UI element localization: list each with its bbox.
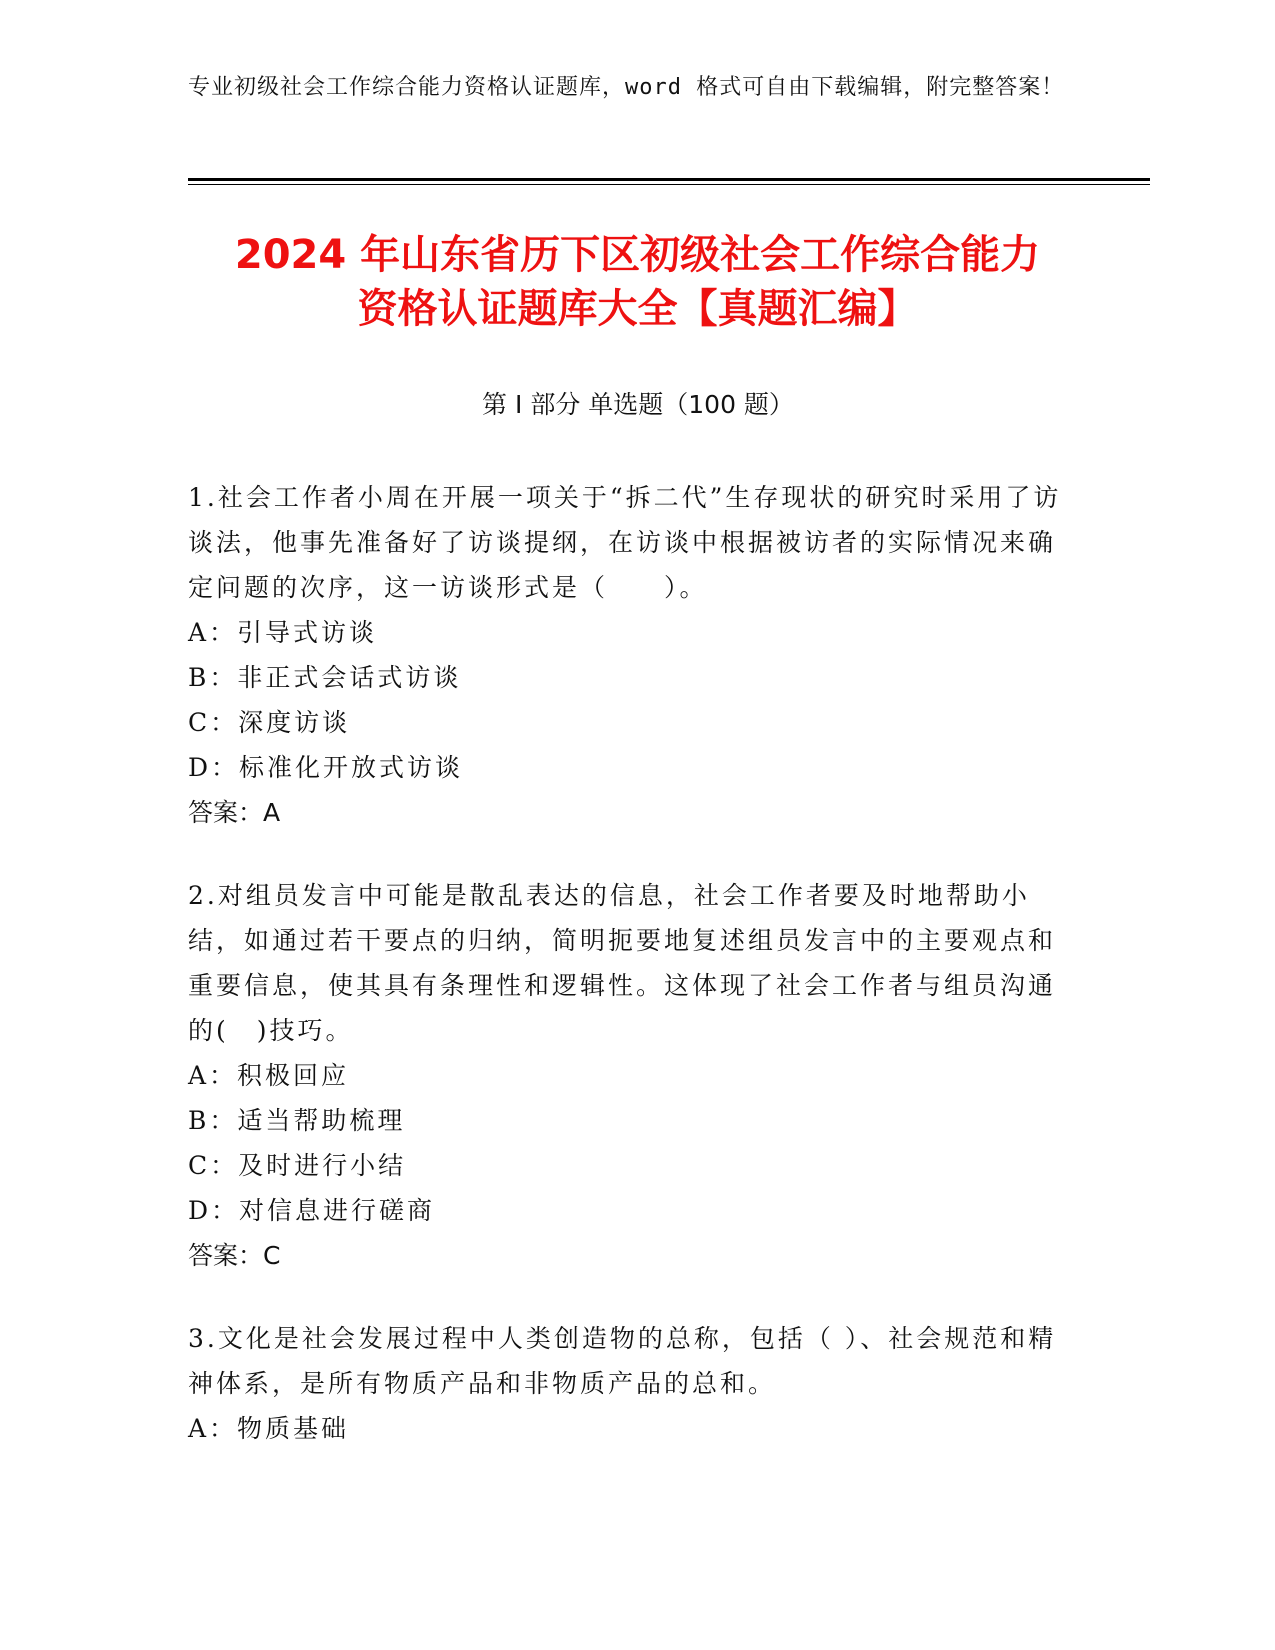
question-1	[188, 475, 1073, 835]
section-title: 第 I 部分 单选题（100 题）	[482, 390, 794, 419]
page-title-line-1: 2024 年山东省历下区初级社会工作综合能力	[234, 232, 1041, 278]
page-title-line-2: 资格认证题库大全【真题汇编】	[357, 286, 918, 332]
question-3	[188, 1316, 1073, 1451]
header-note: 专业初级社会工作综合能力资格认证题库，word 格式可自由下载编辑，附完整答案！	[188, 75, 1065, 100]
question-2	[188, 873, 1073, 1278]
option-a: A：物质基础	[188, 1414, 350, 1443]
question-stem: 1.社会工作者小周在开展一项关于“拆二代”生存现状的研究时采用了访谈法，他事先准备好了访谈提纲，在访谈中根据被访者的实际情况来确定问题的次序，这一访谈形式是（ ）。	[188, 483, 1062, 602]
answer: 答案：A	[188, 798, 281, 827]
option-d: D：对信息进行磋商	[188, 1196, 436, 1225]
question-stem: 2.对组员发言中可能是散乱表达的信息，社会工作者要及时地帮助小结，如通过若干要点的归纳，简明扼要地复述组员发言中的主要观点和重要信息，使其具有条理性和逻辑性。这体现了社会工作者与组员沟通的( )技巧。	[188, 881, 1057, 1045]
header-divider-thick	[188, 178, 1150, 181]
option-c: C：及时进行小结	[188, 1151, 407, 1180]
option-a: A：积极回应	[188, 1061, 350, 1090]
page-title	[150, 228, 1125, 336]
option-b: B：非正式会话式访谈	[188, 663, 462, 692]
option-b: B：适当帮助梳理	[188, 1106, 406, 1135]
option-c: C：深度访谈	[188, 708, 351, 737]
header-divider-thin	[188, 184, 1150, 185]
question-list	[188, 475, 1073, 1489]
option-a: A：引导式访谈	[188, 618, 378, 647]
answer: 答案：C	[188, 1241, 281, 1270]
question-stem: 3.文化是社会发展过程中人类创造物的总称，包括（ ）、社会规范和精神体系，是所有物质产品和非物质产品的总和。	[188, 1324, 1057, 1398]
option-d: D：标准化开放式访谈	[188, 753, 464, 782]
